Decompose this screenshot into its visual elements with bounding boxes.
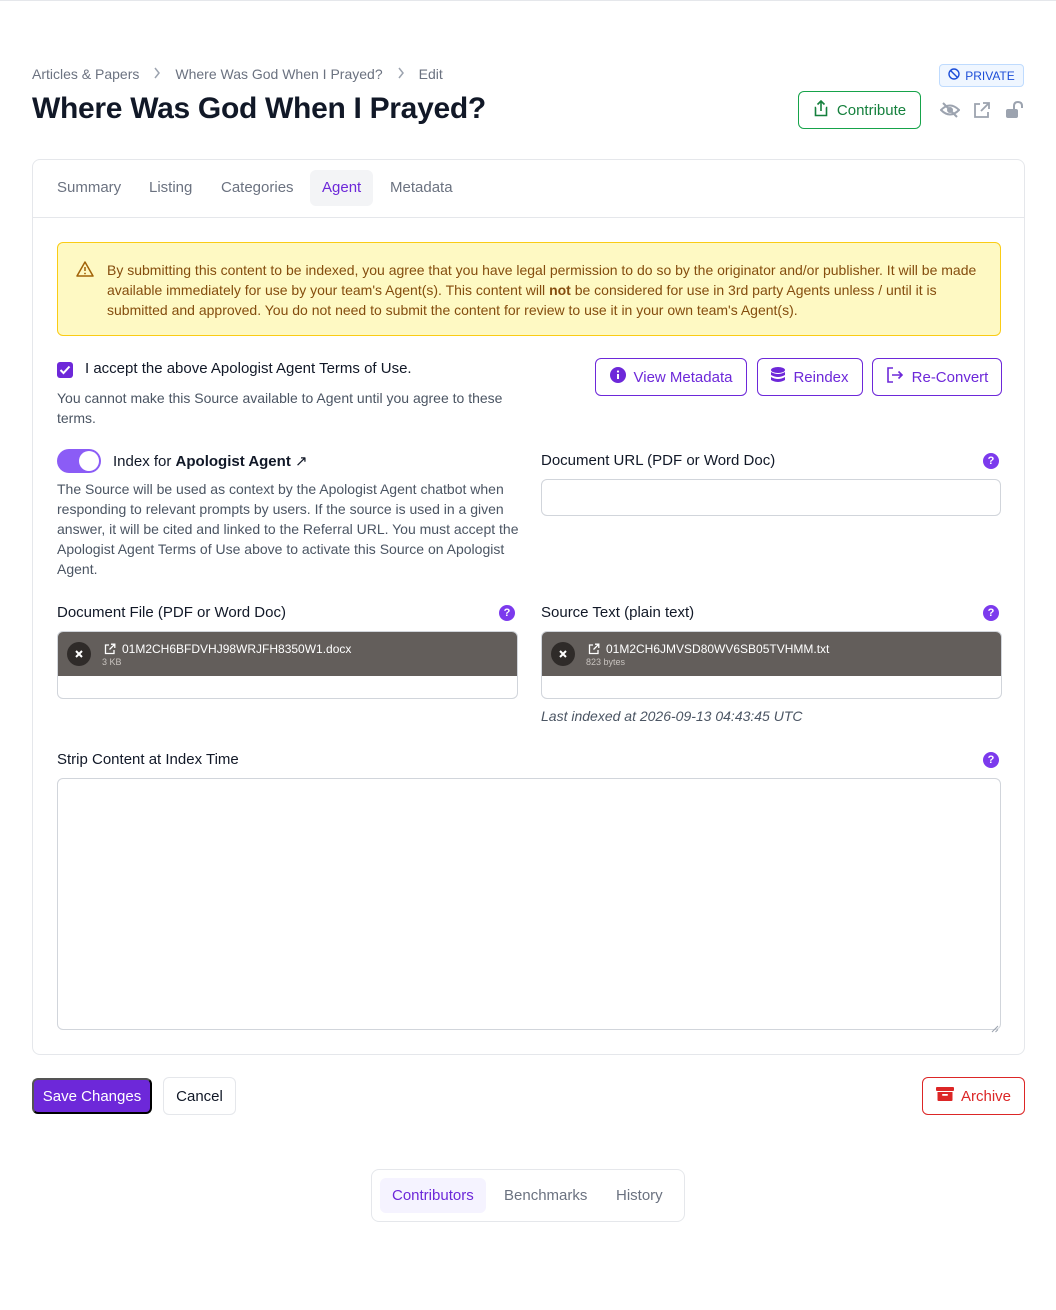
source-text-chip [542,632,1001,676]
last-indexed-text: Last indexed at 2026-09-13 04:43:45 UTC [541,708,803,724]
edit-card [32,159,1025,1055]
accept-terms-help: You cannot make this Source available to Agent until you agree to these terms. [57,390,503,426]
cancel-button[interactable]: Cancel [163,1077,236,1115]
source-text-file-name[interactable]: 01M2CH6JMVSD80WV6SB05TVHMM.txt [606,642,830,656]
remove-file-button[interactable] [551,642,575,666]
document-file-chip [58,632,517,676]
document-url-label: Document URL (PDF or Word Doc) [541,452,776,469]
check-icon [59,365,71,375]
view-metadata-button[interactable]: View Metadata [595,358,747,396]
top-divider [0,0,1056,1]
reconvert-button[interactable]: Re-Convert [872,358,1002,396]
tab-benchmarks[interactable]: Benchmarks [504,1187,588,1204]
info-circle-icon [610,367,626,387]
reindex-button[interactable]: Reindex [757,358,863,396]
tab-summary[interactable]: Summary [57,179,122,196]
resize-grip-icon[interactable] [991,1020,999,1038]
ban-icon [948,68,960,83]
index-agent-help: The Source will be used as context by the Apologist Agent chatbot when responding to relevant prompts by users. If the source is used in a given answer, it will be cited and linked to the Referral URL. You must accept the Apologist Agent Terms of Use above to activate this Source on Apologist Agent. [57,481,519,577]
alert-text: By submitting this content to be indexed, you agree that you have legal permission to do so by the originator and/or publisher. It will be made available immediately for use by your team's Agent(s). This content will not be considered for use in 3rd party Agents unless / until it is submitted and approved. You do not need to submit the content for review to use it in your own team's Agent(s). [107,262,977,318]
warning-triangle-icon [76,261,94,282]
share-upload-icon [813,100,829,121]
document-file-size: 3 KB [102,657,122,667]
breadcrumb [32,66,443,82]
document-file-name[interactable]: 01M2CH6BFDVHJ98WRJFH8350W1.docx [122,642,352,656]
tab-history[interactable]: History [616,1187,663,1204]
document-file-dropzone[interactable] [57,631,518,699]
external-link-icon[interactable] [972,100,992,120]
save-changes-button[interactable]: Save Changes [32,1078,152,1114]
accept-terms-label[interactable]: I accept the above Apologist Agent Terms of Use. [85,360,412,377]
source-text-label: Source Text (plain text) [541,604,695,621]
toggle-knob [79,451,99,471]
archive-button[interactable]: Archive [922,1077,1025,1115]
question-icon[interactable]: ? [983,605,999,621]
question-icon[interactable]: ? [499,605,515,621]
secondary-tab-bar [371,1169,685,1222]
eye-slash-icon[interactable] [940,100,960,120]
tab-contributors[interactable]: Contributors [380,1178,486,1213]
tab-categories[interactable]: Categories [221,179,294,196]
accept-terms-checkbox[interactable] [57,362,73,378]
sign-out-icon [886,367,904,387]
chevron-right-icon [153,67,161,82]
tab-listing[interactable]: Listing [149,179,193,196]
breadcrumb-current: Edit [418,66,443,82]
tab-agent[interactable]: Agent [310,170,373,206]
contribute-label: Contribute [836,101,907,119]
strip-content-textarea[interactable] [57,778,1001,1030]
question-icon[interactable]: ? [983,752,999,768]
visibility-badge [939,64,1024,87]
visibility-badge-label: PRIVATE [965,68,1015,83]
tab-metadata[interactable]: Metadata [390,179,453,196]
contribute-button[interactable] [798,91,921,129]
close-icon [558,649,568,659]
strip-content-label: Strip Content at Index Time [57,751,239,768]
document-file-label: Document File (PDF or Word Doc) [57,604,286,621]
breadcrumb-link-source[interactable]: Where Was God When I Prayed? [175,66,383,82]
close-icon [74,649,84,659]
database-icon [771,367,785,387]
arrow-up-right-icon: ↗ [294,453,308,470]
archive-box-icon [936,1086,954,1106]
breadcrumb-link-articles[interactable]: Articles & Papers [32,66,140,82]
question-icon[interactable]: ? [983,453,999,469]
index-agent-label[interactable]: Index for Apologist Agent ↗ [113,453,308,470]
document-url-input[interactable] [541,479,1001,516]
source-text-dropzone[interactable] [541,631,1002,699]
page-title: Where Was God When I Prayed? [32,92,486,125]
chevron-right-icon [397,67,405,82]
lock-open-icon[interactable] [1004,100,1024,120]
tab-bar [33,160,1024,218]
terms-warning-alert [57,242,1001,336]
remove-file-button[interactable] [67,642,91,666]
index-agent-toggle[interactable] [57,449,101,473]
source-text-file-size: 823 bytes [586,657,626,667]
